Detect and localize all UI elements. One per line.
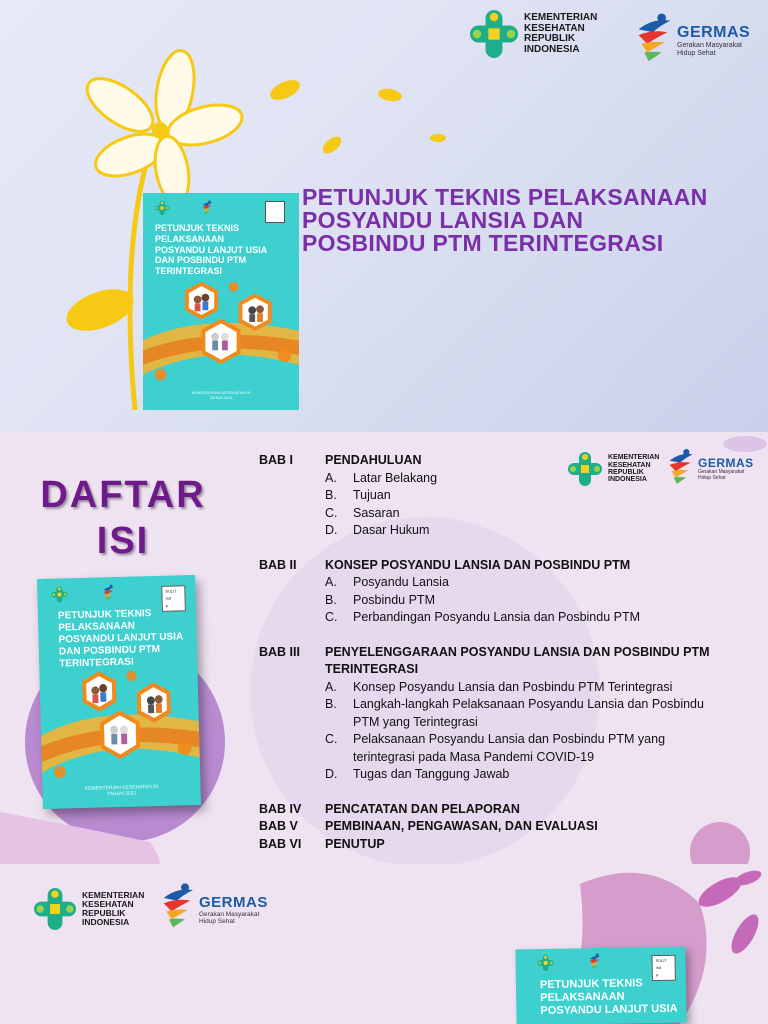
- cover-kemenkes-icon: [537, 955, 553, 971]
- toc-item: D. Dasar Hukum: [325, 523, 430, 537]
- cover-label-box: SULIT Ind P: [161, 585, 186, 612]
- page-title: PETUNJUK TEKNIS PELAKSANAAN POSYANDU LANSIA DAN POSBINDU PTM TERINTEGRASI: [302, 184, 708, 256]
- cover-footer: KEMENTERIAN KESEHATAN RI TAHUN 2021: [191, 390, 251, 400]
- germas-mark-icon: [632, 12, 674, 64]
- germas-logo-bottom: GERMAS Gerakan Masyarakat Hidup Sehat: [158, 882, 268, 930]
- toc-item: C. Pelaksanaan Posyandu Lansia dan Posbindu PTM yang terintegrasi pada Masa Pandemi COVID-19: [325, 732, 666, 764]
- toc-heading: DAFTAR ISI: [40, 474, 206, 562]
- cover-label-box: SULIT Ind P: [651, 955, 675, 981]
- toc-item: C. Sasaran: [325, 505, 400, 520]
- toc-chapter: BAB IV PENCATATAN DAN PELAPORAN: [259, 801, 520, 816]
- kemenkes-cross-icon: [470, 10, 518, 58]
- cover-title: PETUNJUK TEKNIS PELAKSANAAN POSYANDU LANJUT USIA: [539, 977, 678, 1018]
- germas-mark-icon: [158, 882, 196, 930]
- slide-cover: [0, 0, 768, 432]
- book-cover: [143, 193, 299, 410]
- toc-item: A. Konsep Posyandu Lansia dan Posbindu PTM Terintegrasi: [325, 679, 673, 694]
- cover-kemenkes-icon: [155, 201, 169, 215]
- toc-item: B. Tujuan: [325, 488, 391, 502]
- cover-label-box: [265, 201, 285, 223]
- book-cover-partial: [515, 947, 686, 1024]
- germas-logo-small: GERMAS Gerakan Masyarakat Hidup Sehat: [665, 448, 754, 486]
- cover-germas-icon: [201, 200, 213, 215]
- toc-item: A. Posyandu Lansia: [325, 575, 449, 589]
- toc-item: D. Tugas dan Tanggung Jawab: [325, 767, 510, 781]
- cover-germas-icon: [587, 953, 601, 970]
- toc-chapter: BAB I PENDAHULUAN: [259, 453, 422, 467]
- slide-table-of-contents: [0, 432, 768, 864]
- cover-kemenkes-icon: [51, 586, 67, 602]
- cover-footer: KEMENTERIAN KESEHATAN RI TAHUN 2021: [84, 784, 159, 798]
- kemenkes-logo: KEMENTERIAN KESEHATAN REPUBLIK INDONESIA: [470, 10, 597, 58]
- kemenkes-logo-bottom: KEMENTERIAN KESEHATAN REPUBLIK INDONESIA: [34, 888, 144, 930]
- toc-chapter: BAB VI PENUTUP: [259, 836, 385, 851]
- toc-chapter: BAB V PEMBINAAN, PENGAWASAN, DAN EVALUASI: [259, 819, 598, 833]
- table-of-contents: [259, 452, 729, 853]
- toc-item: B. Langkah-langkah Pelaksanaan Posyandu Lansia dan Posbindu PTM yang Terintegrasi: [325, 697, 704, 729]
- toc-item: C. Perbandingan Posyandu Lansia dan Posbindu PTM: [325, 610, 641, 624]
- toc-chapter: BAB II KONSEP POSYANDU LANSIA DAN POSBINDU PTM: [259, 557, 631, 572]
- cover-germas-icon: [101, 584, 115, 601]
- germas-logo: GERMAS Gerakan Masyarakat Hidup Sehat: [632, 12, 750, 64]
- cover-title: PETUNJUK TEKNIS PELAKSANAAN POSYANDU LANJUT USIA DAN POSBINDU PTM TERINTEGRASI: [155, 223, 268, 277]
- toc-item: B. Posbindu PTM: [325, 592, 435, 607]
- cover-title: PETUNJUK TEKNIS PELAKSANAAN POSYANDU LANJUT USIA DAN POSBINDU PTM TERINTEGRASI: [57, 608, 184, 670]
- kemenkes-cross-icon: [34, 888, 76, 930]
- book-cover-tilted: [37, 575, 201, 809]
- toc-item: A. Latar Belakang: [325, 470, 438, 485]
- slide-third: [0, 864, 768, 1024]
- kemenkes-logo-small: KEMENTERIAN KESEHATAN REPUBLIK INDONESIA: [568, 452, 659, 486]
- toc-chapter: BAB III PENYELENGGARAAN POSYANDU LANSIA DAN POSBINDU PTM TERINTEGRASI: [259, 644, 710, 676]
